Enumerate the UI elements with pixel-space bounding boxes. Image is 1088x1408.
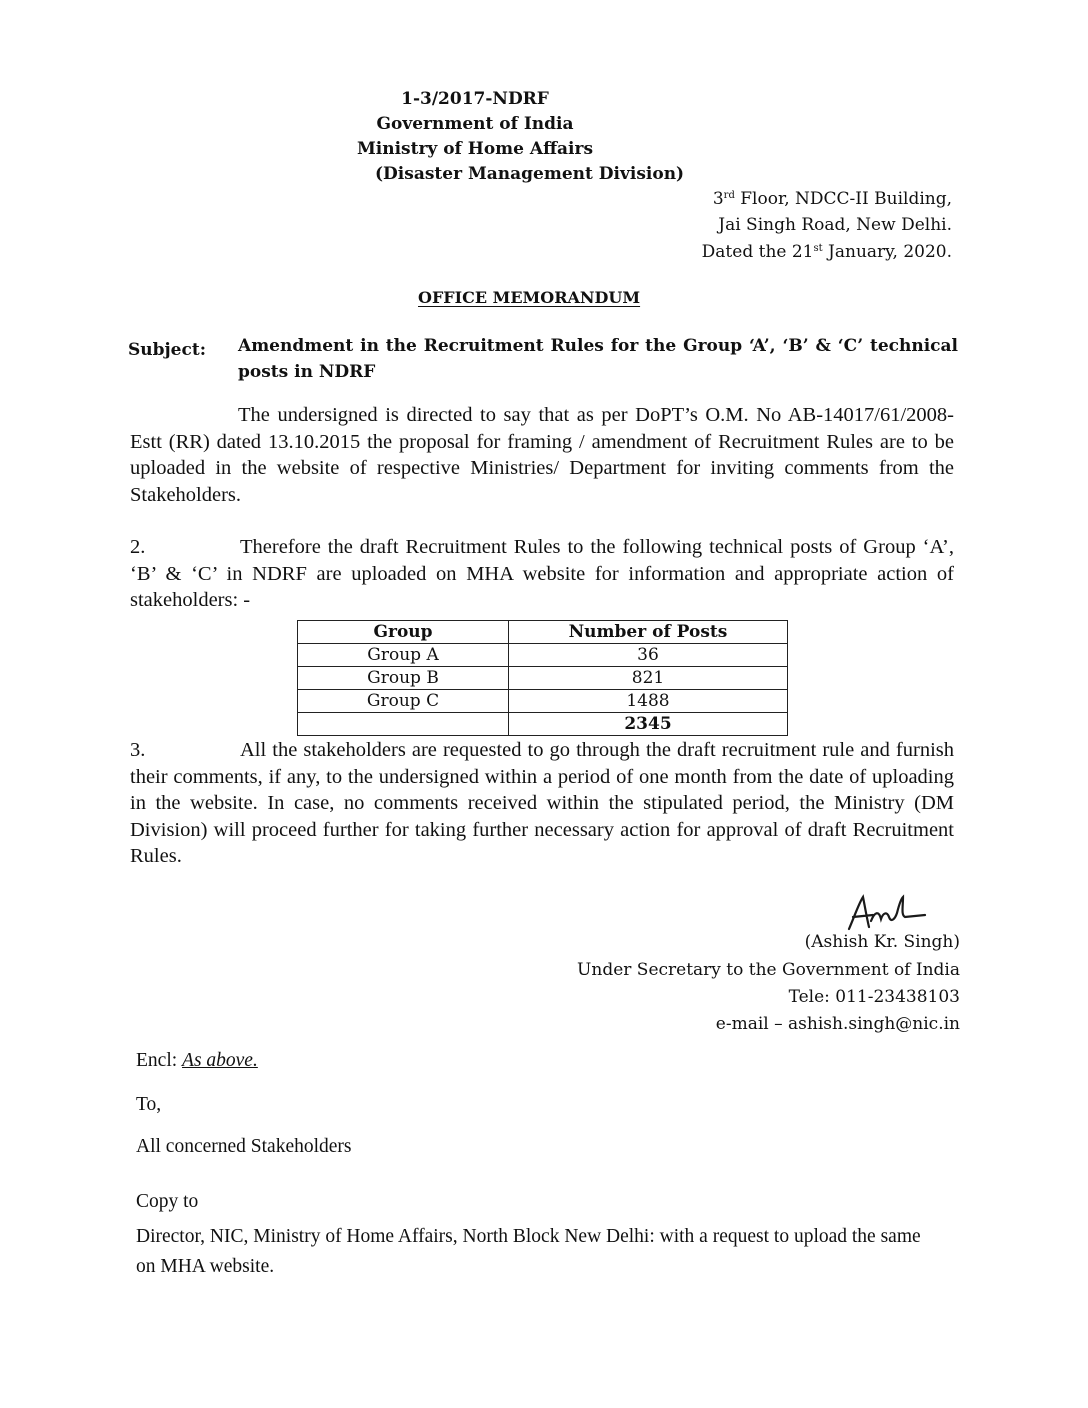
government-heading: Government of India <box>376 114 574 134</box>
posts-cell: 821 <box>509 667 788 690</box>
subject-text: Amendment in the Recruitment Rules for the Group ‘A’, ‘B’ & ‘C’ technical posts in NDRF <box>238 336 958 382</box>
group-cell: Group A <box>298 644 509 667</box>
copy-to-label: Copy to <box>136 1191 199 1212</box>
address-road: Jai Singh Road, New Delhi. <box>718 215 952 235</box>
posts-cell: 1488 <box>509 690 788 713</box>
table-total-row <box>298 713 788 736</box>
paragraph-1: The undersigned is directed to say that as per DoPT’s O.M. No AB-14017/61/2008-Estt (RR) dated 13.10.2015 the proposal for framing / amendment of Recruitment Rules are to be uploaded in the website of respective Ministries/ Department for inviting comments from the Stakeholders. <box>130 404 954 506</box>
column-header-group: Group <box>298 621 509 644</box>
memo-title: OFFICE MEMORANDUM <box>418 288 641 307</box>
posts-table <box>297 620 788 736</box>
signatory-name: (Ashish Kr. Singh) <box>804 932 960 952</box>
to-recipient: All concerned Stakeholders <box>136 1136 352 1157</box>
paragraph-3: 3. All the stakeholders are requested to go through the draft recruitment rule and furnish their comments, if any, to the undersigned within a period of one month from the date of uploading in the website. In case, no comments received within the stipulated period, the Ministry (DM Division) will proceed further for taking further necessary action for approval of draft Recruitment Rules. <box>130 739 954 867</box>
group-cell: Group C <box>298 690 509 713</box>
posts-cell: 36 <box>509 644 788 667</box>
subject-label: Subject: <box>128 340 206 360</box>
to-label: To, <box>136 1094 162 1115</box>
table-header-row <box>298 621 788 644</box>
signatory-phone: Tele: 011-23438103 <box>788 987 960 1007</box>
handwritten-signature <box>843 893 933 933</box>
table-row <box>298 644 788 667</box>
total-posts-cell: 2345 <box>509 713 788 736</box>
enclosure-value: As above. <box>182 1050 258 1071</box>
total-label-cell <box>298 713 509 736</box>
memo-date: Dated the 21st January, 2020. <box>701 242 952 262</box>
table-row <box>298 690 788 713</box>
ministry-heading: Ministry of Home Affairs <box>356 139 594 159</box>
paragraph-number: 2. <box>130 536 146 558</box>
paragraph-2: 2. Therefore the draft Recruitment Rules to the following technical posts of Group ‘A’, ‘B’ & ‘C’ in NDRF are uploaded on MHA website for information and appropriate action of stakeholders: - <box>130 536 954 611</box>
file-number: 1-3/2017-NDRF <box>401 89 549 109</box>
enclosure-line: Encl: As above. <box>136 1050 258 1071</box>
paragraph-number: 3. <box>130 739 146 761</box>
copy-to-recipient: Director, NIC, Ministry of Home Affairs, North Block New Delhi: with a request to upload the same on MHA website. <box>136 1226 921 1277</box>
table-row <box>298 667 788 690</box>
group-cell: Group B <box>298 667 509 690</box>
division-heading: (Disaster Management Division) <box>375 164 685 184</box>
address-floor: 3rd Floor, NDCC-II Building, <box>712 189 952 209</box>
signatory-email[interactable]: e-mail – ashish.singh@nic.in <box>715 1014 960 1034</box>
column-header-posts: Number of Posts <box>509 621 788 644</box>
signatory-designation: Under Secretary to the Government of India <box>577 960 960 980</box>
